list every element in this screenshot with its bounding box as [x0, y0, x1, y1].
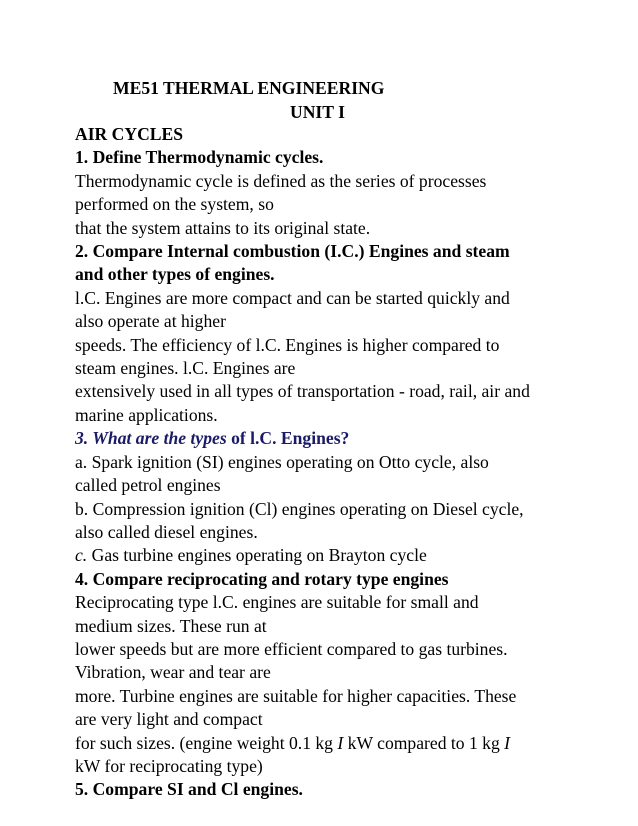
answer-2-line: speeds. The efficiency of l.C. Engines is higher compared to [75, 334, 500, 355]
answer-3-line [75, 544, 595, 567]
answer-4-line: are very light and compact [75, 709, 263, 730]
answer-4-italic: I [504, 732, 511, 753]
course-title: ME51 THERMAL ENGINEERING [113, 78, 385, 98]
answer-3-c-prefix: c. [75, 545, 88, 566]
answer-3-c-text: Gas turbine engines operating on Brayton cycle [87, 545, 427, 566]
answer-2-line: extensively used in all types of transportation - road, rail, air and [75, 381, 530, 402]
answer-4-line: Reciprocating type l.C. engines are suitable for small and [75, 592, 479, 613]
document-body [75, 123, 595, 802]
question-2-line: and other types of engines. [75, 264, 275, 285]
answer-2-line: steam engines. l.C. Engines are [75, 358, 296, 379]
answer-4-line: medium sizes. These run at [75, 615, 267, 636]
question-3-italic: 3. What are the types [75, 428, 227, 449]
question-3-bold: of l.C. Engines? [226, 428, 350, 449]
answer-1-line: Thermodynamic cycle is defined as the series of processes [75, 170, 487, 191]
answer-2-line: also operate at higher [75, 311, 226, 332]
answer-4-text: for such sizes. (engine weight 0.1 kg [75, 732, 338, 753]
answer-2-line: marine applications. [75, 404, 218, 425]
answer-4-line: kW for reciprocating type) [75, 755, 263, 776]
answer-3-line: also called diesel engines. [75, 521, 258, 542]
answer-4-line: more. Turbine engines are suitable for higher capacities. These [75, 685, 517, 706]
unit-title: UNIT I [290, 102, 345, 122]
answer-4-line: Vibration, wear and tear are [75, 662, 271, 683]
answer-4-text: kW compared to 1 kg [343, 732, 505, 753]
question-4: 4. Compare reciprocating and rotary type engines [75, 568, 449, 589]
answer-1-line: performed on the system, so [75, 194, 274, 215]
question-3 [75, 427, 595, 450]
answer-2-line: l.C. Engines are more compact and can be started quickly and [75, 287, 510, 308]
question-5: 5. Compare SI and Cl engines. [75, 779, 303, 800]
answer-4-italic: I [337, 732, 344, 753]
question-2-line: 2. Compare Internal combustion (I.C.) Engines and steam [75, 241, 510, 262]
answer-3-line: called petrol engines [75, 475, 221, 496]
answer-1-line: that the system attains to its original state. [75, 217, 371, 238]
answer-3-line: b. Compression ignition (Cl) engines operating on Diesel cycle, [75, 498, 524, 519]
section-heading: AIR CYCLES [75, 124, 184, 144]
answer-4-line [75, 732, 595, 755]
answer-4-line: lower speeds but are more efficient compared to gas turbines. [75, 638, 508, 659]
answer-3-line: a. Spark ignition (SI) engines operating on Otto cycle, also [75, 451, 489, 472]
question-1: 1. Define Thermodynamic cycles. [75, 147, 324, 168]
